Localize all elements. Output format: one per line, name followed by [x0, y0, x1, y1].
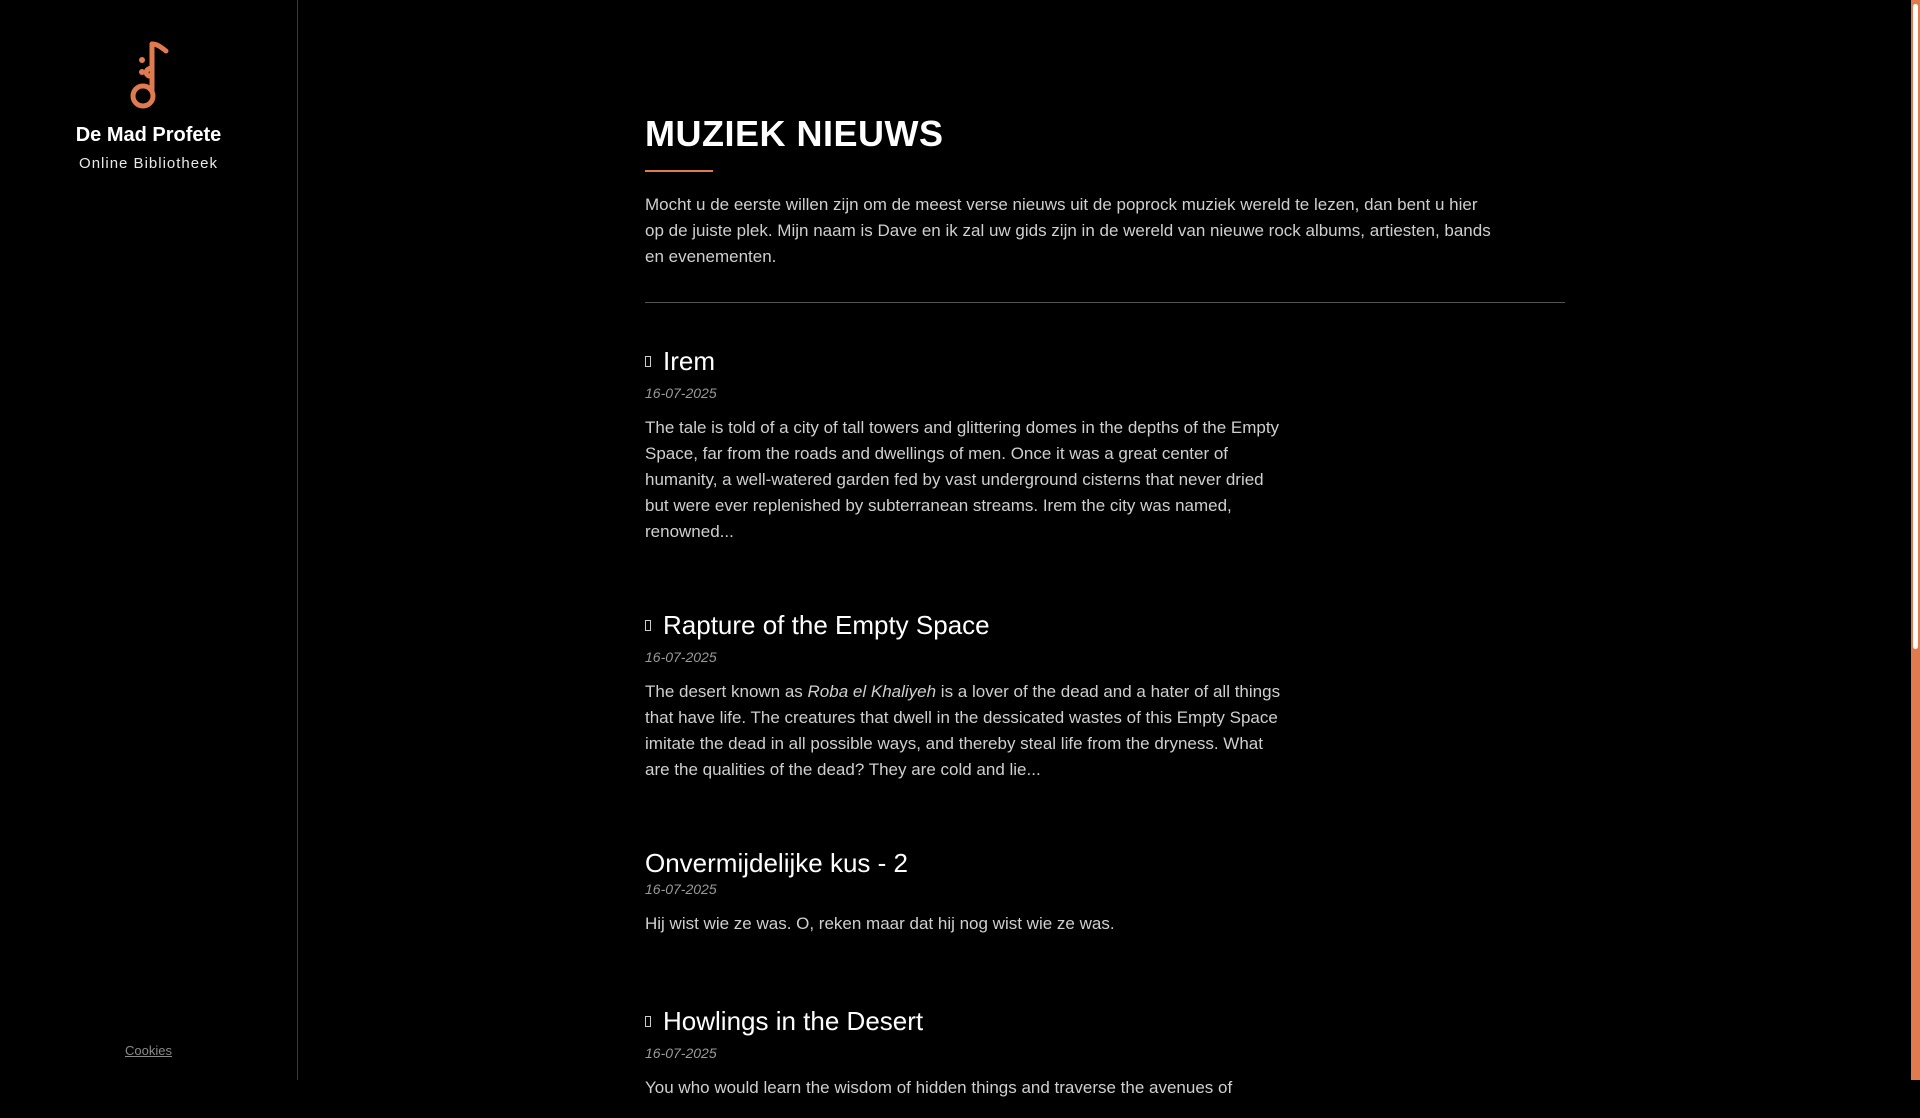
post-title[interactable]: Onvermijdelijke kus - 2 [645, 848, 908, 878]
post-date: 16-07-2025 [645, 1045, 717, 1061]
intro-text: Mocht u de eerste willen zijn om de meest verse nieuws uit de poprock muziek wereld te lezen, dan bent u hier op de juiste plek. Mijn naam is Dave en ik zal uw gids zijn in de wereld van nieuwe rock albums, artiesten, bands en evenementen. [645, 195, 1491, 266]
post-excerpt [645, 679, 1285, 783]
excerpt-emphasis: Roba el Khaliyeh [807, 682, 937, 701]
post-excerpt: You who would learn the wisdom of hidden things and traverse the avenues of [645, 1078, 1233, 1097]
post-title-link[interactable] [645, 609, 1285, 641]
site-title[interactable]: De Mad Profete [75, 124, 222, 146]
missing-glyph-icon [645, 356, 651, 367]
post-title-link[interactable] [645, 1005, 1285, 1037]
post-item [645, 345, 1285, 545]
scrollbar-thumb[interactable] [1913, 4, 1918, 649]
post-excerpt: The tale is told of a city of tall towers and glittering domes in the depths of the Empty Space, far from the roads and dwellings of men. Once it was a great center of humanity, a well-watered garden fed by vast underground cisterns that never dried but were ever replenished by subterranean streams. Irem the city was named, renowned... [645, 418, 1280, 541]
missing-glyph-icon [645, 620, 651, 631]
post-item [645, 609, 1285, 783]
post-title-link[interactable] [645, 345, 1285, 377]
missing-glyph-icon [645, 1016, 651, 1027]
post-title[interactable]: Irem [663, 346, 715, 376]
post-title-link[interactable] [645, 847, 1285, 879]
post-item [645, 1005, 1285, 1101]
site-subtitle: Online Bibliotheek [79, 155, 218, 172]
excerpt-text: is a lover of the dead and a hater of all things that have life. The creatures that dwell in the dessicated wastes of this Empty Space imitate the dead in all possible ways, and thereby steal life from the dryness. What are the qualities of the dead? They are cold and lie... [645, 682, 1281, 779]
main-content [645, 0, 1565, 1118]
cookies-link[interactable]: Cookies [125, 1043, 172, 1058]
divider [645, 302, 1565, 303]
post-title[interactable]: Howlings in the Desert [663, 1006, 924, 1036]
sidebar [0, 0, 298, 1080]
scrollbar[interactable] [1911, 0, 1920, 1080]
excerpt-text: The desert known as [645, 682, 808, 701]
post-excerpt: Hij wist wie ze was. O, reken maar dat hij nog wist wie ze was. [645, 914, 1115, 933]
music-note-icon[interactable] [126, 38, 172, 112]
page-title: MUZIEK NIEUWS [645, 113, 944, 154]
post-date: 16-07-2025 [645, 385, 717, 401]
post-item [645, 847, 1285, 937]
post-title[interactable]: Rapture of the Empty Space [663, 610, 990, 640]
title-underline [645, 170, 713, 172]
post-date: 16-07-2025 [645, 881, 717, 897]
post-date: 16-07-2025 [645, 649, 717, 665]
